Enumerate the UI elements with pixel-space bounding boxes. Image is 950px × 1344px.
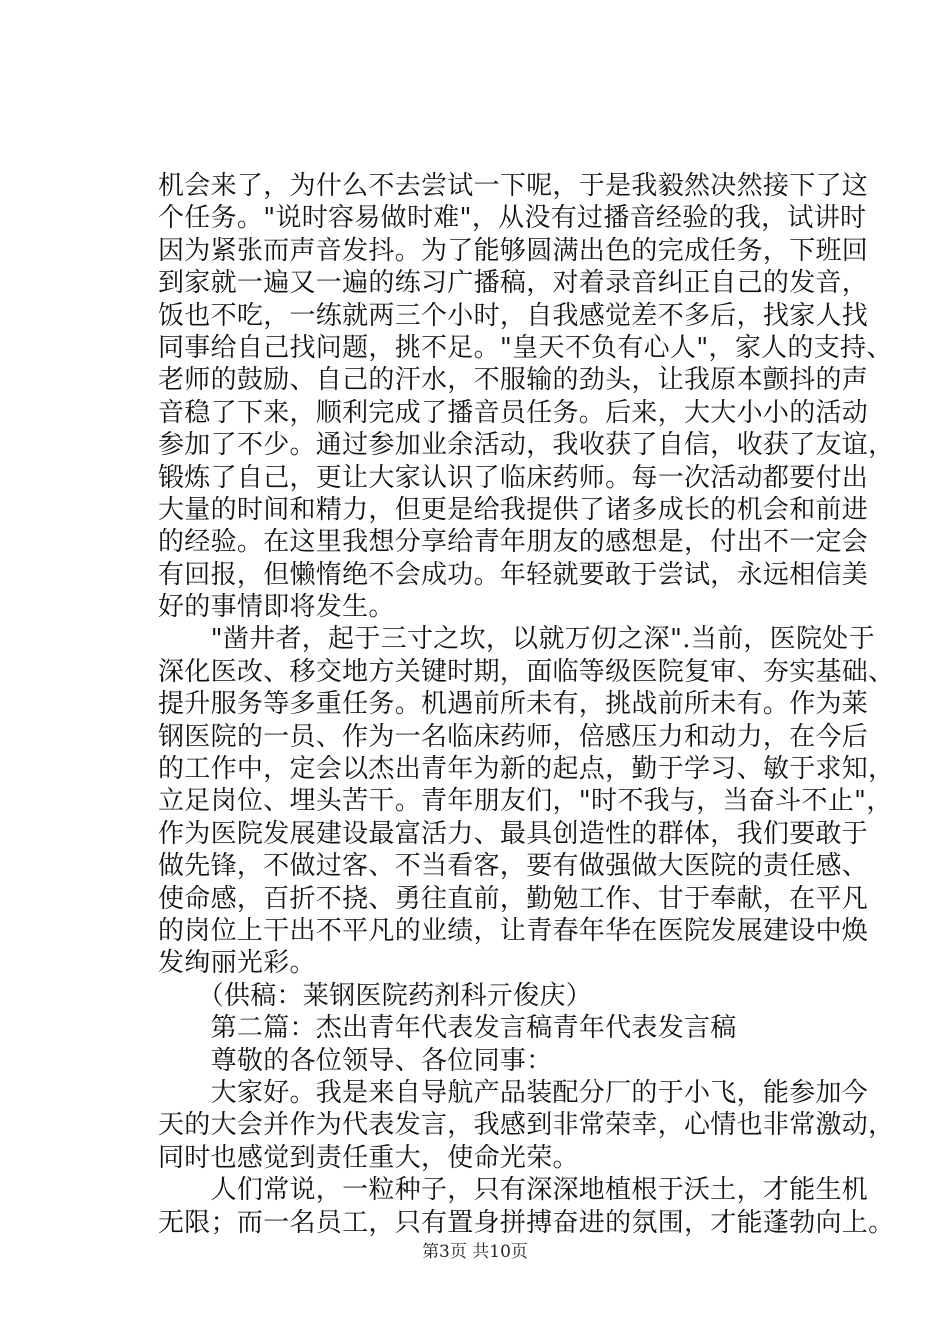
text-line: 尊敬的各位领导、各位同事： [158, 1045, 553, 1076]
text-line: （供稿：莱钢医院药剂科亓俊庆） [158, 980, 593, 1011]
text-line: 老师的鼓励、自己的汗水，不服输的劲头，让我原本颤抖的声 [158, 365, 869, 396]
text-line: 立足岗位、埋头苦干。青年朋友们，"时不我与，当奋斗不止"， [158, 786, 893, 817]
text-line: 同事给自己找问题，挑不足。"皇天不负有心人"，家人的支持、 [158, 332, 893, 363]
text-line: 无限；而一名员工，只有置身拼搏奋进的氛围，才能蓬勃向上。 [158, 1207, 895, 1238]
text-line: 好的事情即将发生。 [158, 592, 395, 623]
text-line: 大家好。我是来自导航产品装配分厂的于小飞，能参加今 [158, 1077, 869, 1108]
text-line: 钢医院的一员、作为一名临床药师，倍感压力和动力，在今后 [158, 721, 869, 752]
text-line: 作为医院发展建设最富活力、最具创造性的群体，我们要敢于 [158, 818, 869, 849]
text-line: 人们常说，一粒种子，只有深深地植根于沃土，才能生机 [158, 1175, 869, 1206]
body-text [158, 170, 895, 1239]
text-line: 的工作中，定会以杰出青年为新的起点，勤于学习、敏于求知， [158, 754, 895, 785]
text-line: 锻炼了自己，更让大家认识了临床药师。每一次活动都要付出 [158, 462, 869, 493]
text-line: 个任务。"说时容易做时难"，从没有过播音经验的我，试讲时 [158, 203, 867, 234]
text-line: 饭也不吃，一练就两三个小时，自我感觉差不多后，找家人找 [158, 300, 869, 331]
text-line: "凿井者，起于三寸之坎，以就万仞之深".当前，医院处于 [158, 624, 875, 655]
text-line: 有回报，但懒惰绝不会成功。年轻就要敢于尝试，永远相信美 [158, 559, 869, 590]
text-line: 到家就一遍又一遍的练习广播稿，对着录音纠正自己的发音， [158, 268, 869, 299]
text-line: 天的大会并作为代表发言，我感到非常荣幸，心情也非常激动， [158, 1110, 895, 1141]
text-line: 发绚丽光彩。 [158, 948, 316, 979]
text-line: 使命感，百折不挠、勇往直前，勤勉工作、甘于奉献，在平凡 [158, 883, 869, 914]
page-number: 第3页 共10页 [422, 1242, 528, 1262]
text-line: 机会来了，为什么不去尝试一下呢，于是我毅然决然接下了这 [158, 171, 869, 201]
text-line: 大量的时间和精力，但更是给我提供了诸多成长的机会和前进 [158, 494, 869, 525]
text-line: 的岗位上干出不平凡的业绩，让青春年华在医院发展建设中焕 [158, 915, 869, 946]
text-line: 做先锋，不做过客、不当看客，要有做强做大医院的责任感、 [158, 851, 869, 882]
text-line: 因为紧张而声音发抖。为了能够圆满出色的完成任务，下班回 [158, 235, 869, 266]
text-line: 的经验。在这里我想分享给青年朋友的感想是，付出不一定会 [158, 527, 869, 558]
text-line: 音稳了下来，顺利完成了播音员任务。后来，大大小小的活动 [158, 397, 869, 428]
text-line: 深化医改、移交地方关键时期，面临等级医院复审、夯实基础、 [158, 656, 895, 687]
text-line: 同时也感觉到责任重大，使命光荣。 [158, 1142, 579, 1173]
text-line: 参加了不少。通过参加业余活动，我收获了自信，收获了友谊， [158, 430, 895, 461]
text-line: 提升服务等多重任务。机遇前所未有，挑战前所未有。作为莱 [158, 689, 869, 720]
text-line: 第二篇：杰出青年代表发言稿青年代表发言稿 [158, 1013, 737, 1044]
